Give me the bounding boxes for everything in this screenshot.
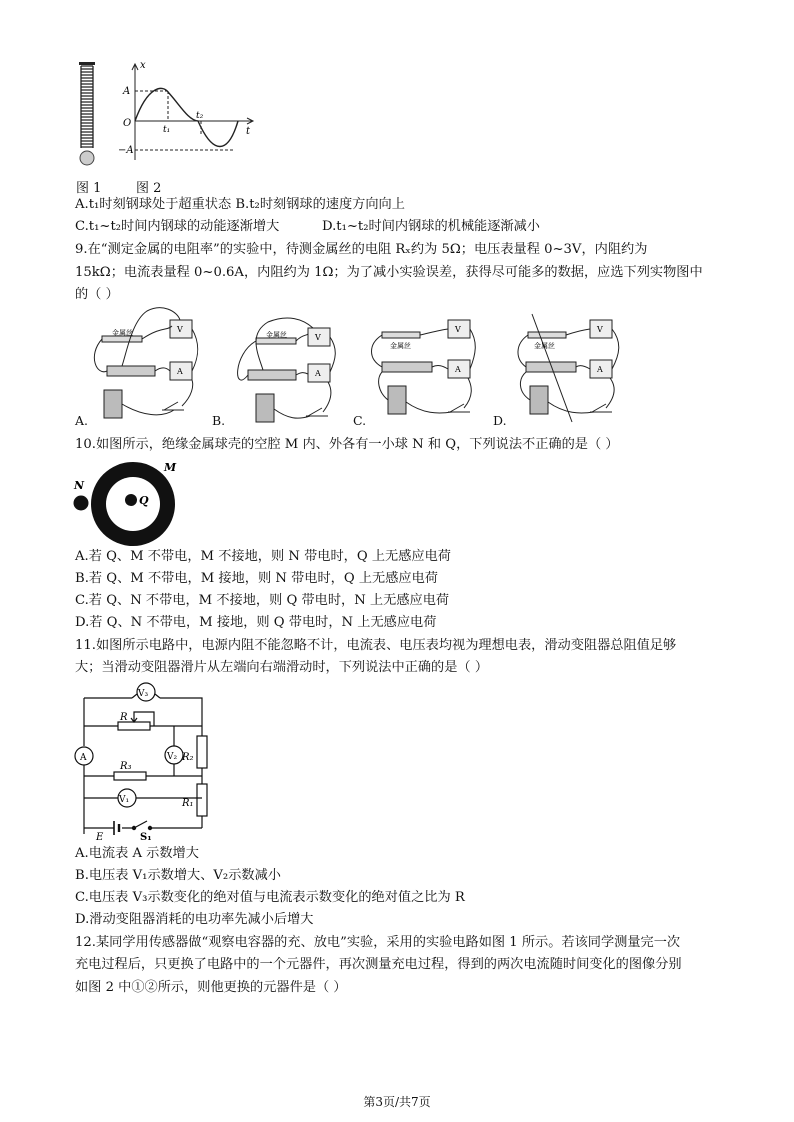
figure-caption-1: 图 1 — [76, 181, 102, 196]
graph-x-label: x — [140, 60, 146, 71]
circuit-a-meter-a: A — [177, 367, 183, 376]
q8-option-ab: A.t₁时刻钢球处于超重状态 B.t₂时刻钢球的速度方向向上 — [75, 197, 405, 212]
graph-amp-pos-label: A — [123, 86, 131, 97]
q9-option-b-label: B. — [212, 413, 226, 428]
label-s1: S₁ — [140, 832, 152, 843]
graph-t-label: t — [246, 126, 251, 137]
q11-stem-line-1: 11.如图所示电路中，电源内阻不能忽略不计，电流表、电压表均视为理想电表，滑动变阻器总阻值足够 — [75, 638, 677, 653]
label-n: N — [74, 479, 85, 492]
circuit-a-meter-v: V — [177, 325, 183, 334]
circuit-a-wire-label: 金属丝 — [112, 329, 133, 337]
label-r3: R₃ — [120, 761, 132, 772]
q9-stem-line-2: 15kΩ；电流表量程 0~0.6A，内阻约为 1Ω；为了减小实验误差，获得尽可能多的数据，应选下列实物图中 — [75, 265, 703, 280]
circuit-d-wire-label: 金属丝 — [534, 342, 555, 350]
q12-stem-line-3: 如图 2 中①②所示，则他更换的元器件是（ ） — [75, 980, 347, 995]
q10-option-c: C.若 Q、N 不带电，M 不接地，则 Q 带电时，N 上无感应电荷 — [75, 593, 450, 608]
label-m: M — [164, 461, 177, 474]
circuit-b-wire-label: 金属丝 — [266, 331, 287, 339]
q8-option-d: D.t₁~t₂时间内钢球的机械能逐渐减小 — [322, 219, 540, 234]
q12-stem-line-1: 12.某同学用传感器做“观察电容器的充、放电”实验，采用的实验电路如图 1 所示。若该同学测量完一次 — [75, 935, 681, 950]
graph-t1-label: t₁ — [163, 125, 171, 135]
circuit-b-meter-v: V — [315, 333, 321, 342]
displacement-time-graph — [118, 60, 258, 165]
label-v2: V₂ — [167, 752, 178, 762]
label-a: A — [80, 753, 87, 763]
q11-option-d: D.滑动变阻器消耗的电功率先减小后增大 — [75, 912, 314, 927]
graph-amp-neg-label: −A — [118, 145, 134, 156]
graph-t2-label: t₂ — [196, 111, 204, 121]
label-r1: R₁ — [182, 798, 194, 809]
label-e: E — [96, 832, 104, 843]
label-r: R — [120, 712, 128, 723]
q11-option-b: B.电压表 V₁示数增大、V₂示数减小 — [75, 868, 281, 883]
q12-stem-line-2: 充电过程后，只更换了电路中的一个元器件，再次测量充电过程，得到的两次电流随时间变化的图像分别 — [75, 957, 682, 972]
circuit-c-meter-v: V — [455, 325, 461, 334]
circuit-option-c — [368, 314, 478, 426]
q9-option-d-label: D. — [493, 413, 507, 428]
graph-origin-label: O — [123, 118, 132, 129]
circuit-d-meter-a: A — [597, 365, 603, 374]
q10-option-b: B.若 Q、M 不带电，M 接地，则 N 带电时，Q 上无感应电荷 — [75, 571, 438, 586]
q10-option-a: A.若 Q、M 不带电，M 不接地，则 N 带电时，Q 上无感应电荷 — [75, 549, 451, 564]
spring-ball-figure — [75, 62, 105, 174]
q11-stem-line-2: 大；当滑动变阻器滑片从左端向右端滑动时，下列说法中正确的是（ ） — [75, 660, 489, 675]
q11-option-a: A.电流表 A 示数增大 — [75, 846, 199, 861]
q9-stem-line-1: 9.在“测定金属的电阻率”的实验中，待测金属丝的电阻 Rₓ约为 5Ω；电压表量程 0~3V，内阻约为 — [75, 242, 648, 257]
q9-stem-line-3: 的（ ） — [75, 287, 119, 302]
page-number: 第3页/共7页 — [363, 1095, 431, 1109]
q10-stem: 10.如图所示，绝缘金属球壳的空腔 M 内、外各有一小球 N 和 Q，下列说法不正确的是（ ） — [75, 437, 619, 452]
circuit-option-a — [92, 306, 202, 426]
circuit-option-d — [510, 314, 625, 426]
figure-caption-2: 图 2 — [136, 181, 162, 196]
circuit-c-wire-label: 金属丝 — [390, 342, 411, 350]
q8-option-c: C.t₁~t₂时间内钢球的动能逐渐增大 — [75, 219, 280, 234]
label-v3: V₃ — [138, 689, 149, 699]
metal-shell-figure — [70, 458, 190, 552]
circuit-b-meter-a: A — [315, 369, 321, 378]
q9-option-c-label: C. — [353, 413, 367, 428]
q9-option-a-label: A. — [75, 413, 89, 428]
label-q: Q — [139, 494, 149, 507]
label-v1: V₁ — [119, 795, 130, 805]
q10-option-d: D.若 Q、N 不带电，M 接地，则 Q 带电时，N 上无感应电荷 — [75, 615, 437, 630]
circuit-option-b — [228, 314, 338, 426]
circuit-d-meter-v: V — [597, 325, 603, 334]
label-r2: R₂ — [182, 752, 194, 763]
q11-option-c: C.电压表 V₃示数变化的绝对值与电流表示数变化的绝对值之比为 R — [75, 890, 465, 905]
q11-circuit-diagram — [74, 680, 214, 843]
circuit-c-meter-a: A — [455, 365, 461, 374]
